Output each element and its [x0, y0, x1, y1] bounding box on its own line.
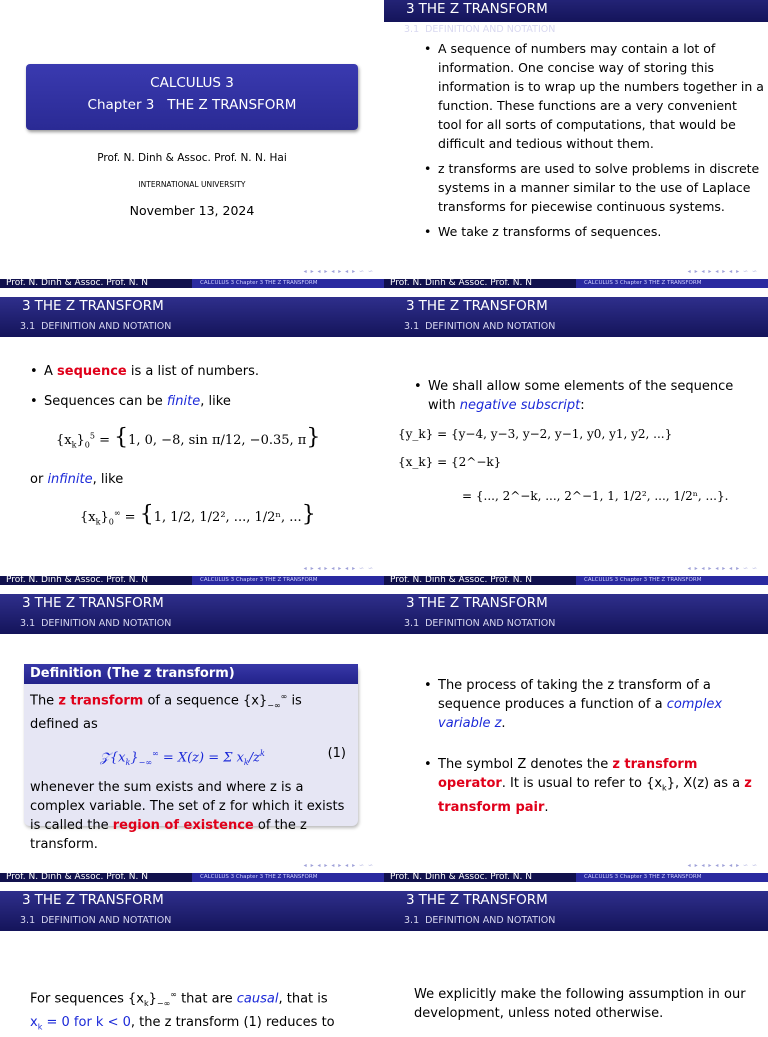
- slide-header: 3 THE Z TRANSFORM 3.1 DEFINITION AND NOTATION: [384, 594, 768, 634]
- slide-title: [0, 0, 384, 288]
- definition-equation: $𝒵\{x_k\}_{-\infty}^\infty = X(z) = \Sigma$ $x_k/z^k$ (1): [100, 745, 346, 767]
- nav-controls[interactable]: ◂ ▸ ◂ ▸ ◂ ▸ ◂ ▸ ∽ ∽: [303, 862, 374, 869]
- bullet-list: [414, 377, 754, 415]
- footer: Prof. N. Dinh & Assoc. Prof. N. N CALCULUS 3 Chapter 3 THE Z TRANSFORM: [0, 576, 384, 585]
- definition-body: The z transform of a sequence $\{x\}_{-\infty}^\infty$ is defined as $𝒵\{x_k\}_{-\infty}^\infty = X(z) = \Sigma$ $x_k/z^k$ (1) whenever the sum exists and where z is a complex variable. The set of z for which it exists is called the region of existence of the z transform.: [24, 684, 358, 857]
- bullet-item: • Sequences can be finite, like: [30, 392, 370, 411]
- footer: Prof. N. Dinh & Assoc. Prof. N. N CALCULUS 3 Chapter 3 THE Z TRANSFORM: [384, 576, 768, 585]
- infinite-label: or infinite, like: [30, 472, 124, 487]
- equation-number: (1): [327, 745, 346, 761]
- definition-box: [24, 664, 358, 852]
- definition-title: Definition (The z transform): [24, 664, 358, 684]
- footer: Prof. N. Dinh & Assoc. Prof. N. N CALCULUS 3 Chapter 3 THE Z TRANSFORM: [384, 279, 768, 288]
- author-line: Prof. N. Dinh & Assoc. Prof. N. N. Hai: [97, 152, 287, 164]
- slide-header: 3 THE Z TRANSFORM 3.1 DEFINITION AND NOTATION: [384, 891, 768, 931]
- footer: Prof. N. Dinh & Assoc. Prof. N. N CALCULUS 3 Chapter 3 THE Z TRANSFORM: [0, 279, 384, 288]
- infinite-equation: $\{x_k\}_0^\infty = \{1$, 1/2, 1/2², ..., 1/2ⁿ, ...}: [80, 502, 316, 527]
- causal-text: For sequences $\{x_k\}_{-\infty}^\infty$ that are causal, that is $x_k = 0$ for k < 0, the z transform (1) reduces to: [30, 990, 335, 1032]
- bullet-item: • A sequence is a list of numbers.: [30, 362, 370, 381]
- bullet-item: • We take z transforms of sequences.: [424, 222, 764, 241]
- nav-controls[interactable]: ◂ ▸ ◂ ▸ ◂ ▸ ◂ ▸ ∽ ∽: [687, 268, 758, 275]
- title-box: [26, 64, 358, 130]
- nav-controls[interactable]: ◂ ▸ ◂ ▸ ◂ ▸ ◂ ▸ ∽ ∽: [303, 268, 374, 275]
- equation-y: {y_k} = {y−4, y−3, y−2, y−1, y0, y1, y2, ...}: [398, 427, 673, 441]
- footer: Prof. N. Dinh & Assoc. Prof. N. N CALCULUS 3 Chapter 3 THE Z TRANSFORM: [0, 873, 384, 882]
- assumption-text: We explicitly make the following assumption in our development, unless noted otherwise.: [414, 987, 746, 1021]
- footer: Prof. N. Dinh & Assoc. Prof. N. N CALCULUS 3 Chapter 3 THE Z TRANSFORM: [384, 873, 768, 882]
- bullet-list: [424, 39, 764, 241]
- bullet-item: • A sequence of numbers may contain a lot of information. One concise way of storing this information is to wrap up the numbers together in a function. These functions are a very convenient tool for all sorts of computations, that would be difficult and tedious without them.: [424, 39, 764, 153]
- slide-header: 3 THE Z TRANSFORM 3.1 DEFINITION AND NOTATION: [384, 297, 768, 337]
- date-line: November 13, 2024: [129, 203, 255, 218]
- nav-controls[interactable]: ◂ ▸ ◂ ▸ ◂ ▸ ◂ ▸ ∽ ∽: [303, 565, 374, 572]
- bullet-item: • We shall allow some elements of the sequence with negative subscript:: [414, 377, 754, 415]
- slide-intro: [384, 0, 768, 288]
- bullet-item: • The symbol Z denotes the z transform operator. It is usual to refer to $\{x_k\}$, X(z) as a z transform pair.: [424, 755, 754, 817]
- slide-definition: [0, 594, 384, 882]
- bullet-list: [424, 676, 754, 817]
- equation-x-expanded: = {..., 2^−k, ..., 2^−1, 1, 1/2², ..., 1/2ⁿ, ...}.: [462, 489, 729, 503]
- institution-line: INTERNATIONAL UNIVERSITY: [138, 180, 246, 189]
- slide-header: 3 THE Z TRANSFORM 3.1 DEFINITION AND NOTATION: [384, 0, 768, 22]
- slide-assumption: [384, 891, 768, 1024]
- slide-causal: [0, 891, 384, 1032]
- nav-controls[interactable]: ◂ ▸ ◂ ▸ ◂ ▸ ◂ ▸ ∽ ∽: [687, 862, 758, 869]
- finite-equation: $\{x_k\}_0^5 = \{1$, 0, −8, sin π/12, −0.35, π}: [56, 425, 321, 450]
- slide-header: 3 THE Z TRANSFORM 3.1 DEFINITION AND NOTATION: [0, 594, 384, 634]
- slide-negative-subscripts: [384, 297, 768, 585]
- chapter-title: Chapter 3 THE Z TRANSFORM: [87, 97, 297, 113]
- bullet-list: [30, 362, 370, 411]
- bullet-item: • z transforms are used to solve problems in discrete systems in a manner similar to the use of Laplace transforms for piecewise continuous systems.: [424, 159, 764, 216]
- slide-sequences: [0, 297, 384, 585]
- slide-header: 3 THE Z TRANSFORM 3.1 DEFINITION AND NOTATION: [0, 891, 384, 931]
- nav-controls[interactable]: ◂ ▸ ◂ ▸ ◂ ▸ ◂ ▸ ∽ ∽: [687, 565, 758, 572]
- bullet-item: • The process of taking the z transform of a sequence produces a function of a complex variable z.: [424, 676, 754, 733]
- slide-header: 3 THE Z TRANSFORM 3.1 DEFINITION AND NOTATION: [0, 297, 384, 337]
- slide-process: [384, 594, 768, 882]
- course-title: CALCULUS 3: [150, 75, 234, 91]
- equation-x: {x_k} = {2^−k}: [398, 455, 502, 469]
